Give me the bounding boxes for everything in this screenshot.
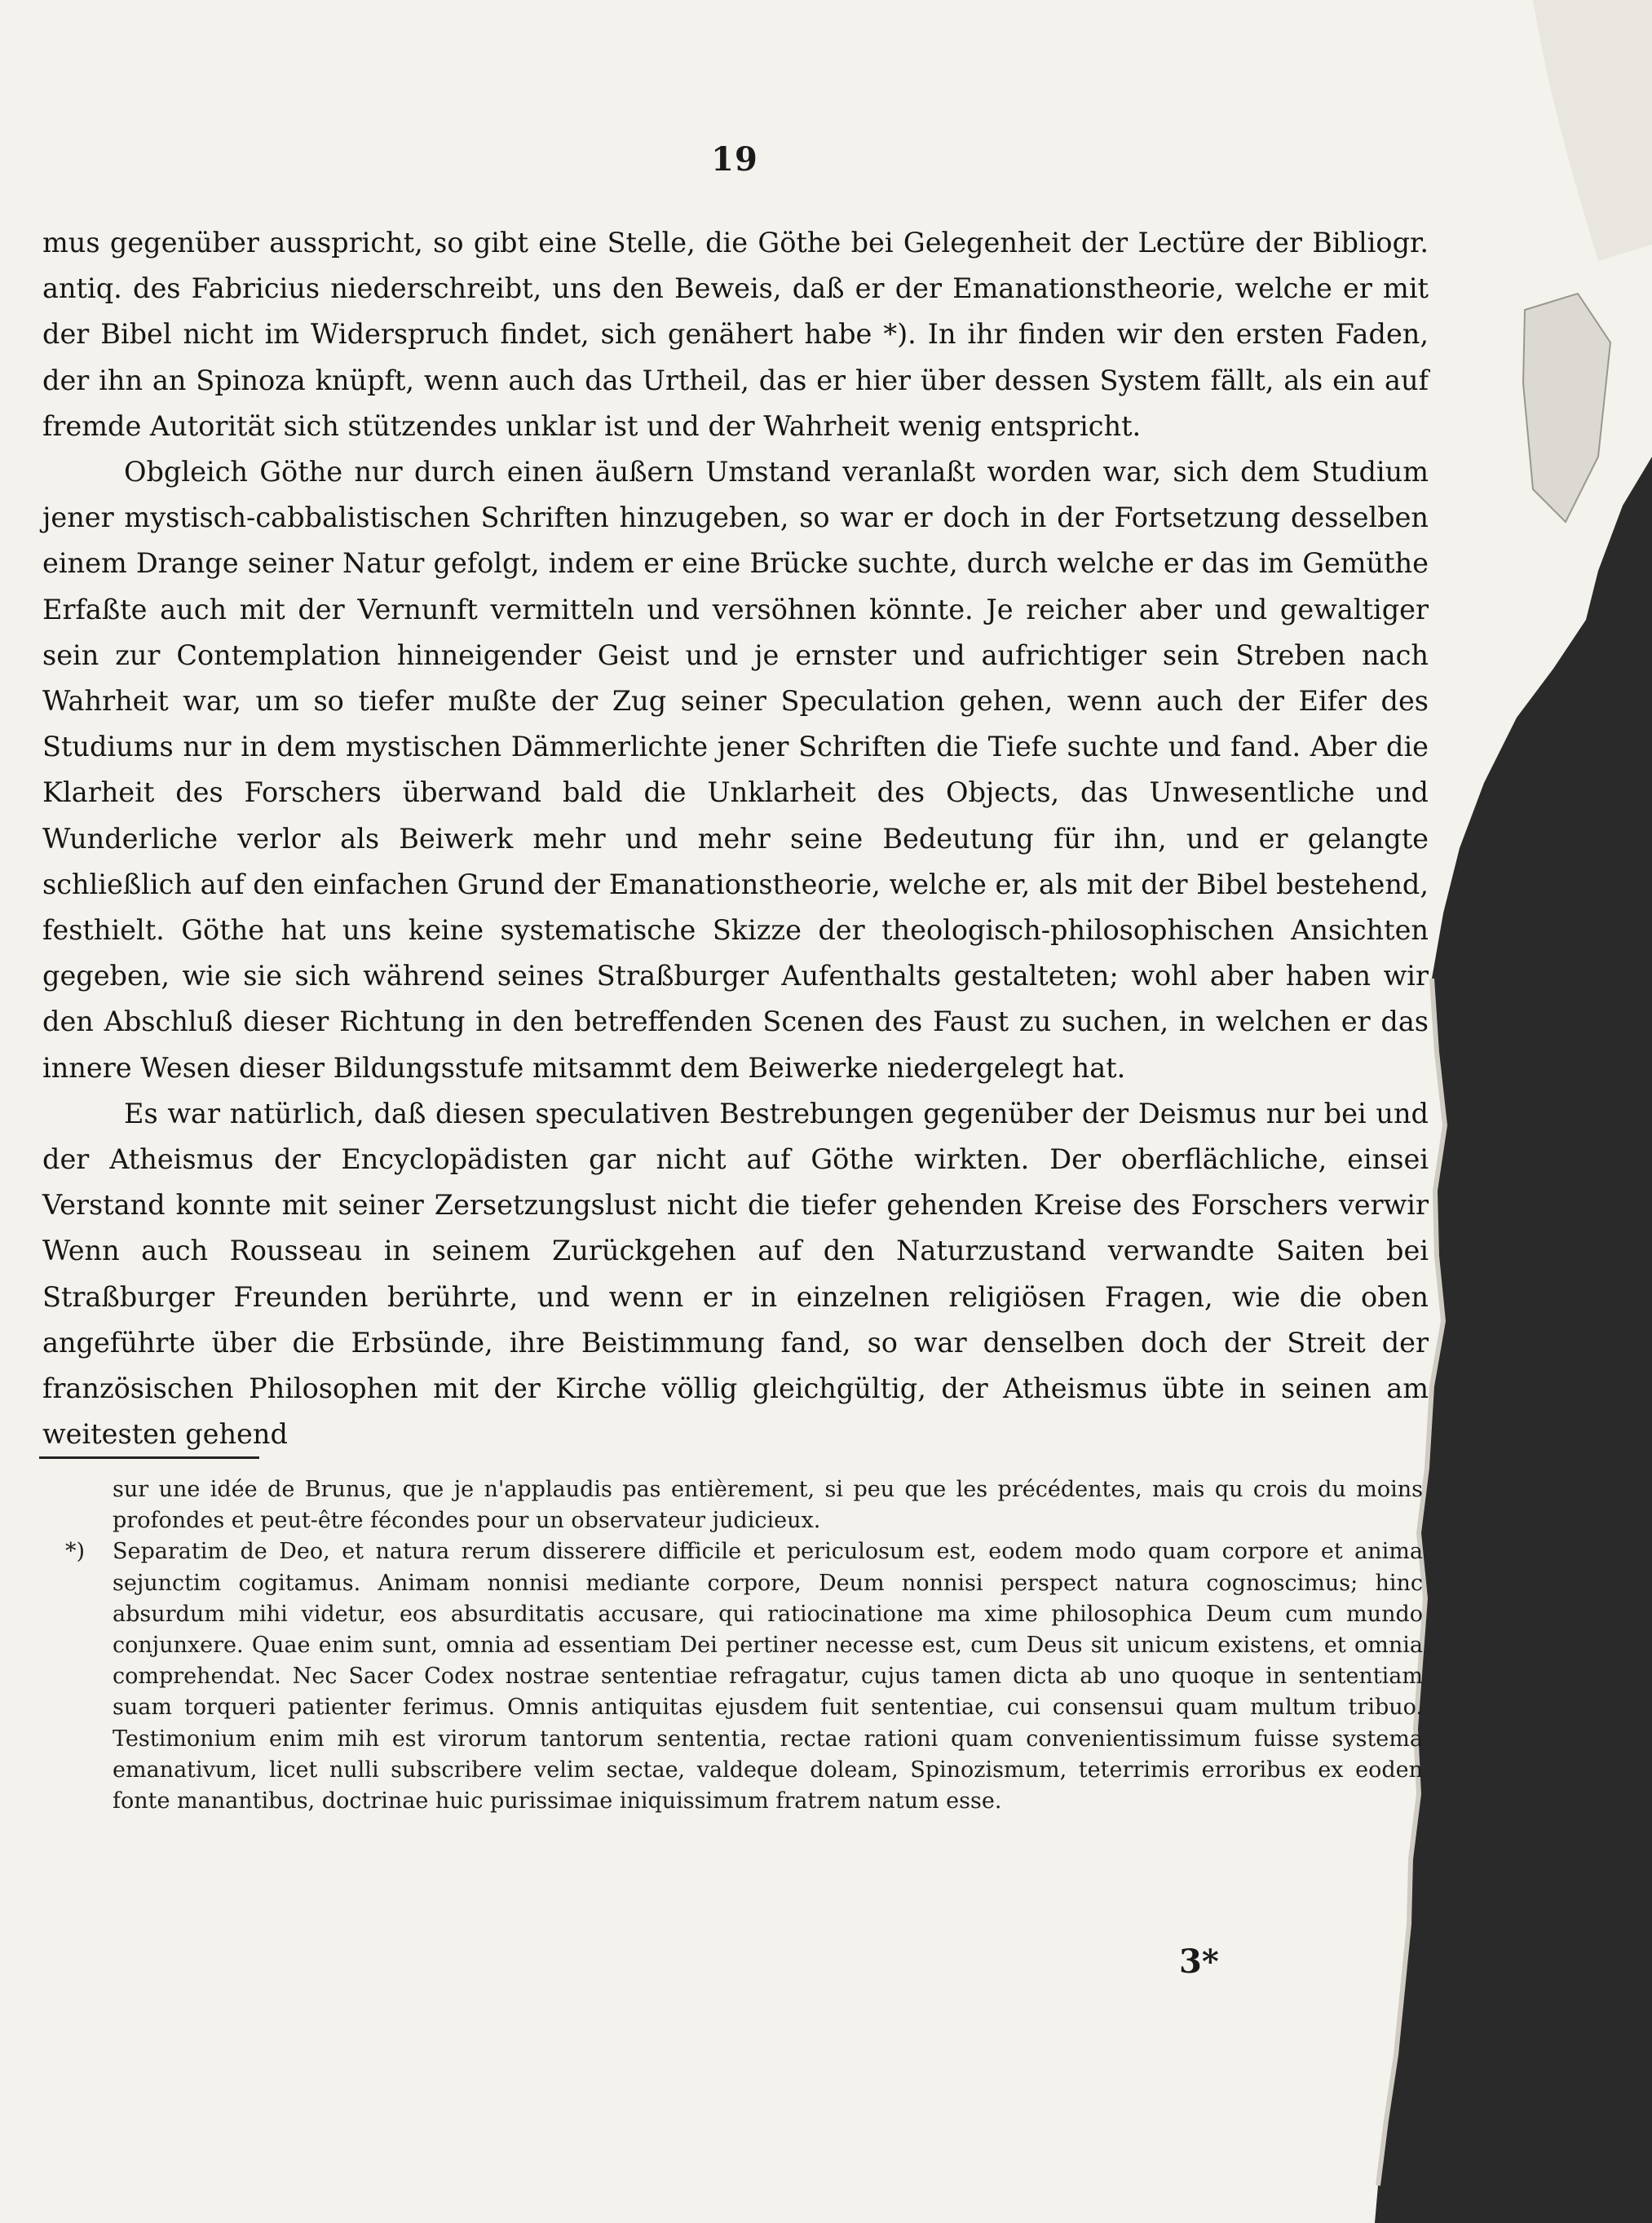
signature-mark: 3* — [1179, 1942, 1219, 1981]
footnote-divider — [39, 1456, 259, 1459]
footnotes — [65, 1474, 1423, 1817]
footnote-continuation: sur une idée de Brunus, que je n'applaudis pas entièrement, si peu que les précédentes, mais qu crois du moins profondes et peut-être fécondes pour un observateur judicieux. — [113, 1477, 1423, 1534]
curled-paper-fold — [1533, 0, 1652, 261]
paragraph-1: mus gegenüber ausspricht, so gibt eine Stelle, die Göthe bei Gelegenheit der Lectüre der Bibliogr. antiq. des Fabricius niederschreibt, uns den Beweis, daß er der Emanationstheorie, welche er mit der Bibel nicht im Widerspruch findet, sich genähert habe *). In ihr finden wir den ersten Faden, der ihn an Spinoza knüpft, wenn auch das Urtheil, das er hier über dessen System fällt, als ein auf fremde Autorität sich stützendes unklar ist und der Wahrheit wenig entspricht. — [42, 227, 1429, 442]
footnote-marker: *) — [65, 1539, 86, 1565]
paragraph-2: Obgleich Göthe nur durch einen äußern Umstand veranlaßt worden war, sich dem Studium jener mystisch-cabbalistischen Schriften hinzugeben, so war er doch in der Fortsetzung desselben einem Drange seiner Natur gefolgt, indem er eine Brücke suchte, durch welche er das im Gemüthe Erfaßte auch mit der Vernunft vermitteln und versöhnen könnte. Je reicher aber und gewaltiger sein zur Contemplation hinneigender Geist und je ernster und aufrichtiger sein Streben nach Wahrheit war, um so tiefer mußte der Zug seiner Speculation gehen, wenn auch der Eifer des Studiums nur in dem mystischen Dämmerlichte jener Schriften die Tiefe suchte und fand. Aber die Klarheit des Forschers überwand bald die Unklarheit des Objects, das Unwesentliche und Wunderliche verlor als Beiwerk mehr und mehr seine Bedeutung für ihn, und er gelangte schließlich auf den einfachen Grund der Emanationstheorie, welche er, als mit der Bibel bestehend, festhielt. Göthe hat uns keine systematische Skizze der theologisch-philosophischen Ansichten gegeben, wie sie sich während seines Straßburger Aufenthalts gestalteten; wohl aber haben wir den Abschluß dieser Richtung in den betreffenden Scenen des Faust zu suchen, in welchen er das innere Wesen dieser Bildungsstufe mitsammt dem Beiwerke niedergelegt hat. — [42, 456, 1429, 1084]
footnote-star-text: Separatim de Deo, et natura rerum disserere difficile et periculosum est, eodem modo quam corpore et anima sejunctim cogitamus. Animam nonnisi mediante corpore, Deum nonnisi perspect natura cognoscimus; hinc absurdum mihi videtur, eos absurditatis accusare, qui ratiocinatione ma xime philosophica Deum cum mundo conjunxere. Quae enim sunt, omnia ad essentiam Dei pertiner necesse est, cum Deus sit unicum existens, et omnia comprehendat. Nec Sacer Codex nostrae sententiae refragatur, cujus tamen dicta ab uno quoque in sententiam suam torqueri patienter ferimus. Omnis antiquitas ejusdem fuit sententiae, cui consensui quam multum tribuo. Testimonium enim mih est virorum tantorum sententia, rectae rationi quam convenientissimum fuisse systema emanativum, licet nulli subscribere velim sectae, valdeque doleam, Spinozismum, teterrimis erroribus ex eoden fonte manantibus, doctrinae huic purissimae iniquissimum fratrem natum esse. — [113, 1539, 1423, 1814]
footnote-star — [65, 1536, 1423, 1817]
paragraph-3: Es war natürlich, daß diesen speculativen Bestrebungen gegenüber der Deismus nur bei und der Atheismus der Encyclopädisten gar nicht auf Göthe wirkten. Der oberflächliche, einsei Verstand konnte mit seiner Zersetzungslust nicht die tiefer gehenden Kreise des Forschers verwir Wenn auch Rousseau in seinem Zurückgehen auf den Naturzustand verwandte Saiten bei Straßburger Freunden berührte, und wenn er in einzelnen religiösen Fragen, wie die oben angeführte über die Erbsünde, ihre Beistimmung fand, so war denselben doch der Streit der französischen Philosophen mit der Kirche völlig gleichgültig, der Atheismus übte in seinen am weitesten gehend — [42, 1097, 1429, 1451]
page-number: 19 — [711, 140, 758, 179]
curled-paper-flap — [1523, 294, 1610, 522]
main-text — [42, 220, 1429, 1457]
